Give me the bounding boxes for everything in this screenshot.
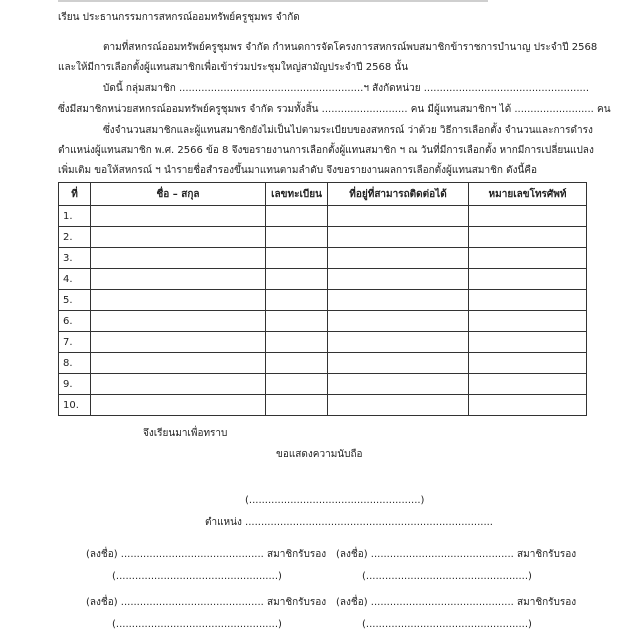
empty-cell [266, 395, 328, 416]
witness-sign-1: (ลงชื่อ) ............................................. สมาชิกรับรอง [86, 549, 327, 560]
row-number: 9. [59, 374, 91, 395]
empty-cell [328, 248, 469, 269]
witness-sign-2: (ลงชื่อ) ............................................. สมาชิกรับรอง [336, 549, 577, 560]
paragraph-3-line-1: ซึ่งจำนวนสมาชิกและผู้แทนสมาชิกยังไม่เป็นไปตามระเบียบของสหกรณ์ ว่าด้วย วิธีการเลือกตั้ง จำนวนและการดำรง [103, 125, 593, 136]
paragraph-3-line-2: ตำแหน่งผู้แทนสมาชิก พ.ศ. 2566 ข้อ 8 จึงขอรายงานการเลือกตั้งผู้แทนสมาชิก ฯ ณ วันที่มีการเลือกตั้ง หากมีการเปลี่ยนแปลง [58, 145, 594, 156]
cut-off-subject-line [58, 0, 488, 2]
row-number: 5. [59, 290, 91, 311]
empty-cell [469, 227, 587, 248]
empty-cell [266, 206, 328, 227]
table-row [59, 374, 587, 395]
signer-name-blank: (......................................................) [245, 495, 425, 506]
empty-cell [91, 332, 266, 353]
empty-cell [469, 206, 587, 227]
empty-cell [91, 290, 266, 311]
empty-cell [91, 248, 266, 269]
empty-cell [328, 332, 469, 353]
table-row [59, 332, 587, 353]
empty-cell [328, 374, 469, 395]
header-name: ชื่อ – สกุล [91, 183, 266, 206]
witness-name-4: (...................................................) [362, 619, 532, 630]
witness-name-2: (...................................................) [362, 571, 532, 582]
empty-cell [91, 395, 266, 416]
paragraph-1-line-1: ตามที่สหกรณ์ออมทรัพย์ครูชุมพร จำกัด กำหนดการจัดโครงการสหกรณ์พบสมาชิกข้าราชการบำนาญ ประจำปี 2568 [103, 42, 598, 53]
table-row [59, 395, 587, 416]
empty-cell [266, 290, 328, 311]
paragraph-2-line-2: ซึ่งมีสมาชิกหน่วยสหกรณ์ออมทรัพย์ครูชุมพร จำกัด รวมทั้งสิ้น ........................... คน มีผู้แทนสมาชิกฯ ได้ ......................... คน [58, 104, 611, 115]
table-row [59, 290, 587, 311]
paragraph-2-line-1: บัดนี้ กลุ่มสมาชิก ..........................................................ฯ สังกัดหน่วย .................................................... [103, 83, 590, 94]
row-number: 2. [59, 227, 91, 248]
table-row [59, 227, 587, 248]
empty-cell [328, 395, 469, 416]
table-row [59, 248, 587, 269]
witness-name-3: (...................................................) [112, 619, 282, 630]
header-phone: หมายเลขโทรศัพท์ [469, 183, 587, 206]
witness-name-1: (...................................................) [112, 571, 282, 582]
empty-cell [469, 353, 587, 374]
empty-cell [91, 353, 266, 374]
header-address: ที่อยู่ที่สามารถติดต่อได้ [328, 183, 469, 206]
empty-cell [469, 311, 587, 332]
row-number: 1. [59, 206, 91, 227]
empty-cell [91, 206, 266, 227]
empty-cell [328, 290, 469, 311]
closing-inform: จึงเรียนมาเพื่อทราบ [143, 428, 228, 439]
empty-cell [469, 269, 587, 290]
row-number: 4. [59, 269, 91, 290]
empty-cell [266, 311, 328, 332]
row-number: 3. [59, 248, 91, 269]
row-number: 6. [59, 311, 91, 332]
empty-cell [266, 248, 328, 269]
row-number: 8. [59, 353, 91, 374]
empty-cell [91, 269, 266, 290]
header-no: ที่ [59, 183, 91, 206]
header-reg-no: เลขทะเบียน [266, 183, 328, 206]
row-number: 10. [59, 395, 91, 416]
empty-cell [266, 332, 328, 353]
table-row [59, 311, 587, 332]
empty-cell [469, 248, 587, 269]
closing-regards: ขอแสดงความนับถือ [276, 449, 363, 460]
empty-cell [91, 311, 266, 332]
paragraph-1-line-2: และให้มีการเลือกตั้งผู้แทนสมาชิกเพื่อเข้าร่วมประชุมใหญ่สามัญประจำปี 2568 นั้น [58, 62, 409, 73]
empty-cell [469, 290, 587, 311]
witness-sign-4: (ลงชื่อ) ............................................. สมาชิกรับรอง [336, 597, 577, 608]
row-number: 7. [59, 332, 91, 353]
witness-sign-3: (ลงชื่อ) ............................................. สมาชิกรับรอง [86, 597, 327, 608]
signer-position: ตำแหน่ง .............................................................................. [205, 517, 493, 528]
empty-cell [469, 374, 587, 395]
empty-cell [266, 353, 328, 374]
empty-cell [91, 374, 266, 395]
empty-cell [328, 227, 469, 248]
empty-cell [266, 269, 328, 290]
empty-cell [91, 227, 266, 248]
empty-cell [266, 374, 328, 395]
empty-cell [328, 206, 469, 227]
empty-cell [469, 395, 587, 416]
table-row [59, 206, 587, 227]
paragraph-3-line-3: เพิ่มเติม ขอให้สหกรณ์ ฯ นำรายชื่อสำรองขึ้นมาแทนตามลำดับ จึงขอรายงานผลการเลือกตั้งผู้แทนสมาชิก ดังนี้คือ [58, 165, 538, 176]
empty-cell [328, 353, 469, 374]
table-row [59, 353, 587, 374]
salutation: เรียน ประธานกรรมการสหกรณ์ออมทรัพย์ครูชุมพร จำกัด [58, 12, 300, 23]
empty-cell [266, 227, 328, 248]
table-row [59, 269, 587, 290]
empty-cell [328, 311, 469, 332]
empty-cell [469, 332, 587, 353]
representatives-table [58, 182, 587, 416]
empty-cell [328, 269, 469, 290]
